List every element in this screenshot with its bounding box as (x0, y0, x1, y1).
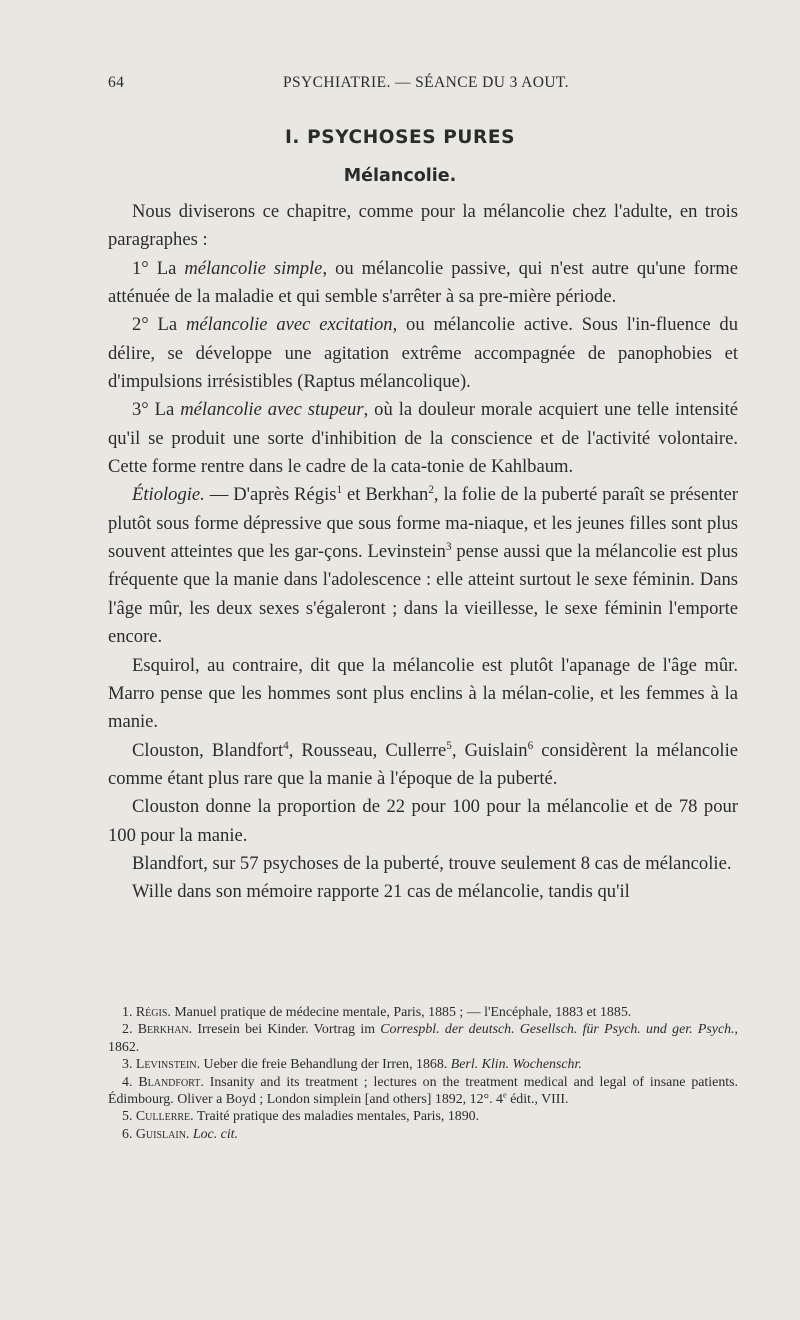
text: considèrent la mélancolie comme étant plus rare que la manie à l'époque de la puberté. (108, 739, 739, 789)
footnote-5 (108, 1108, 738, 1125)
footnote-author: Cullerre (135, 1109, 191, 1125)
footnote-ref[interactable]: 2 (428, 484, 434, 497)
footnote-1 (108, 1004, 738, 1021)
footnote-2 (108, 1021, 738, 1056)
text: pense aussi que la mélancolie est plus fréquente que la manie dans l'adolescence : elle atteint surtout le sexe féminin. Dans l'âge mûr, les deux sexes s'égaleront ; dans la vieillesse, le sexe féminin l'emporte encore. (108, 541, 738, 648)
paragraph-excitation (108, 311, 738, 396)
footnote-number: 5. (122, 1109, 136, 1125)
footnote-number: 1. (122, 1005, 136, 1020)
footnote-ref[interactable]: 5 (446, 739, 452, 752)
footnote-ref[interactable]: 1 (336, 484, 343, 497)
text: , où la douleur morale acquiert une telle intensité qu'il se produit une sorte d'inhibition de la conscience et de l'activité volontaire. Cette forme rentre dans le cadre de la cata-tonie de Kahlbaum. (108, 399, 738, 478)
footnote-text: édit., VIII. (506, 1092, 569, 1108)
footnote-ref[interactable]: 3 (445, 540, 452, 553)
footnote-author: Berkhan (137, 1022, 189, 1038)
footnote-superscript: e (502, 1090, 507, 1100)
footnote-text: . Traité pratique des maladies mentales, Paris, 1890. (190, 1109, 480, 1125)
footnote-citation: Loc. cit. (192, 1126, 239, 1142)
emphasis: Étiologie. (132, 484, 205, 506)
footnote-text: . Irresein bei Kinder. Vortrag im (188, 1022, 381, 1038)
text: — D'après Régis (204, 484, 337, 506)
item-number: 2° La (132, 314, 186, 336)
footnote-author: Levinstein (135, 1057, 197, 1073)
footnote-3 (108, 1056, 738, 1073)
footnote-text: . (185, 1126, 193, 1142)
text: , la folie de la puberté paraît se présenter plutôt sous forme dépressive que sous forme ma-niaque, et les jeunes filles sont plus souvent atteintes que les gar-çons. Levinstein (108, 484, 738, 563)
paragraph-proportion: Clouston donne la proportion de 22 pour 100 pour la mélancolie et de 78 pour 100 pour la manie. (108, 796, 738, 846)
paragraph-clouston (108, 737, 738, 794)
footnote-number: 2. (122, 1022, 138, 1038)
footnote-number: 4. (122, 1074, 139, 1090)
footnote-text: . Insanity and its treatment ; lectures on the treatment medical and legal of insane patients. Édimbourg. Oliver a Boyd ; London simplein [and others] 1892, 12°. 4 (108, 1074, 739, 1108)
paragraph-simple (108, 255, 738, 312)
footnote-author: Guislain (135, 1126, 186, 1142)
body-text (108, 198, 738, 907)
text: , Rousseau, Cullerre (288, 739, 447, 761)
footnote-author: Blandfort (138, 1074, 201, 1090)
paragraph-etiologie (108, 481, 738, 651)
footnote-journal: Correspbl. der deutsch. Gesellsch. für Psych. und ger. Psych. (380, 1022, 735, 1038)
footnotes (108, 1004, 738, 1143)
footnote-author: Régis (135, 1005, 168, 1020)
running-header (108, 74, 738, 98)
paragraph-blandfort: Blandfort, sur 57 psychoses de la puberté, trouve seulement 8 cas de mélancolie. (132, 852, 732, 874)
paragraph-intro: Nous diviserons ce chapitre, comme pour la mélancolie chez l'adulte, en trois paragraphes : (108, 201, 738, 251)
page-number: 64 (108, 74, 125, 91)
emphasis: mélancolie avec stupeur (180, 399, 364, 421)
subsection-title: Mélancolie. (343, 166, 457, 186)
emphasis: mélancolie simple (184, 257, 323, 279)
footnote-text: , 1862. (108, 1022, 739, 1055)
text: , ou mélancolie active. Sous l'in-fluence du délire, se développe une agitation extrême accompagnée de panophobies et d'impulsions irrésistibles (Raptus mélancolique). (108, 314, 738, 393)
text: Clouston, Blandfort (132, 739, 284, 761)
footnote-journal: Berl. Klin. Wochenschr. (450, 1057, 582, 1073)
footnote-text: . Manuel pratique de médecine mentale, Paris, 1885 ; — l'Encéphale, 1883 et 1885. (167, 1005, 632, 1020)
item-number: 1° La (132, 257, 185, 279)
section-title: I. PSYCHOSES PURES (284, 127, 516, 148)
running-title: PSYCHIATRIE. — SÉANCE DU 3 AOUT. (283, 74, 569, 91)
footnote-4 (108, 1074, 738, 1109)
paragraph-stupeur (108, 396, 738, 481)
item-number: 3° La (132, 399, 181, 421)
footnote-text: . Ueber die freie Behandlung der Irren, 1868. (196, 1057, 451, 1073)
paragraph-wille: Wille dans son mémoire rapporte 21 cas de mélancolie, tandis qu'il (132, 881, 630, 903)
footnote-number: 3. (122, 1057, 136, 1073)
emphasis: mélancolie avec excitation (185, 314, 393, 336)
footnote-ref[interactable]: 6 (527, 739, 534, 752)
text: et Berkhan (342, 484, 429, 506)
footnote-6 (108, 1126, 738, 1143)
footnote-number: 6. (122, 1126, 136, 1142)
text: , ou mélancolie passive, qui n'est autre qu'une forme atténuée de la maladie et qui semble s'arrêter à sa pre-mière période. (108, 257, 738, 308)
footnote-ref[interactable]: 4 (283, 739, 289, 752)
paragraph-esquirol: Esquirol, au contraire, dit que la mélancolie est plutôt l'apanage de l'âge mûr. Marro pense que les hommes sont plus enclins à la mélan-colie, et les femmes à la manie. (108, 654, 738, 733)
text: , Guislain (451, 739, 528, 761)
